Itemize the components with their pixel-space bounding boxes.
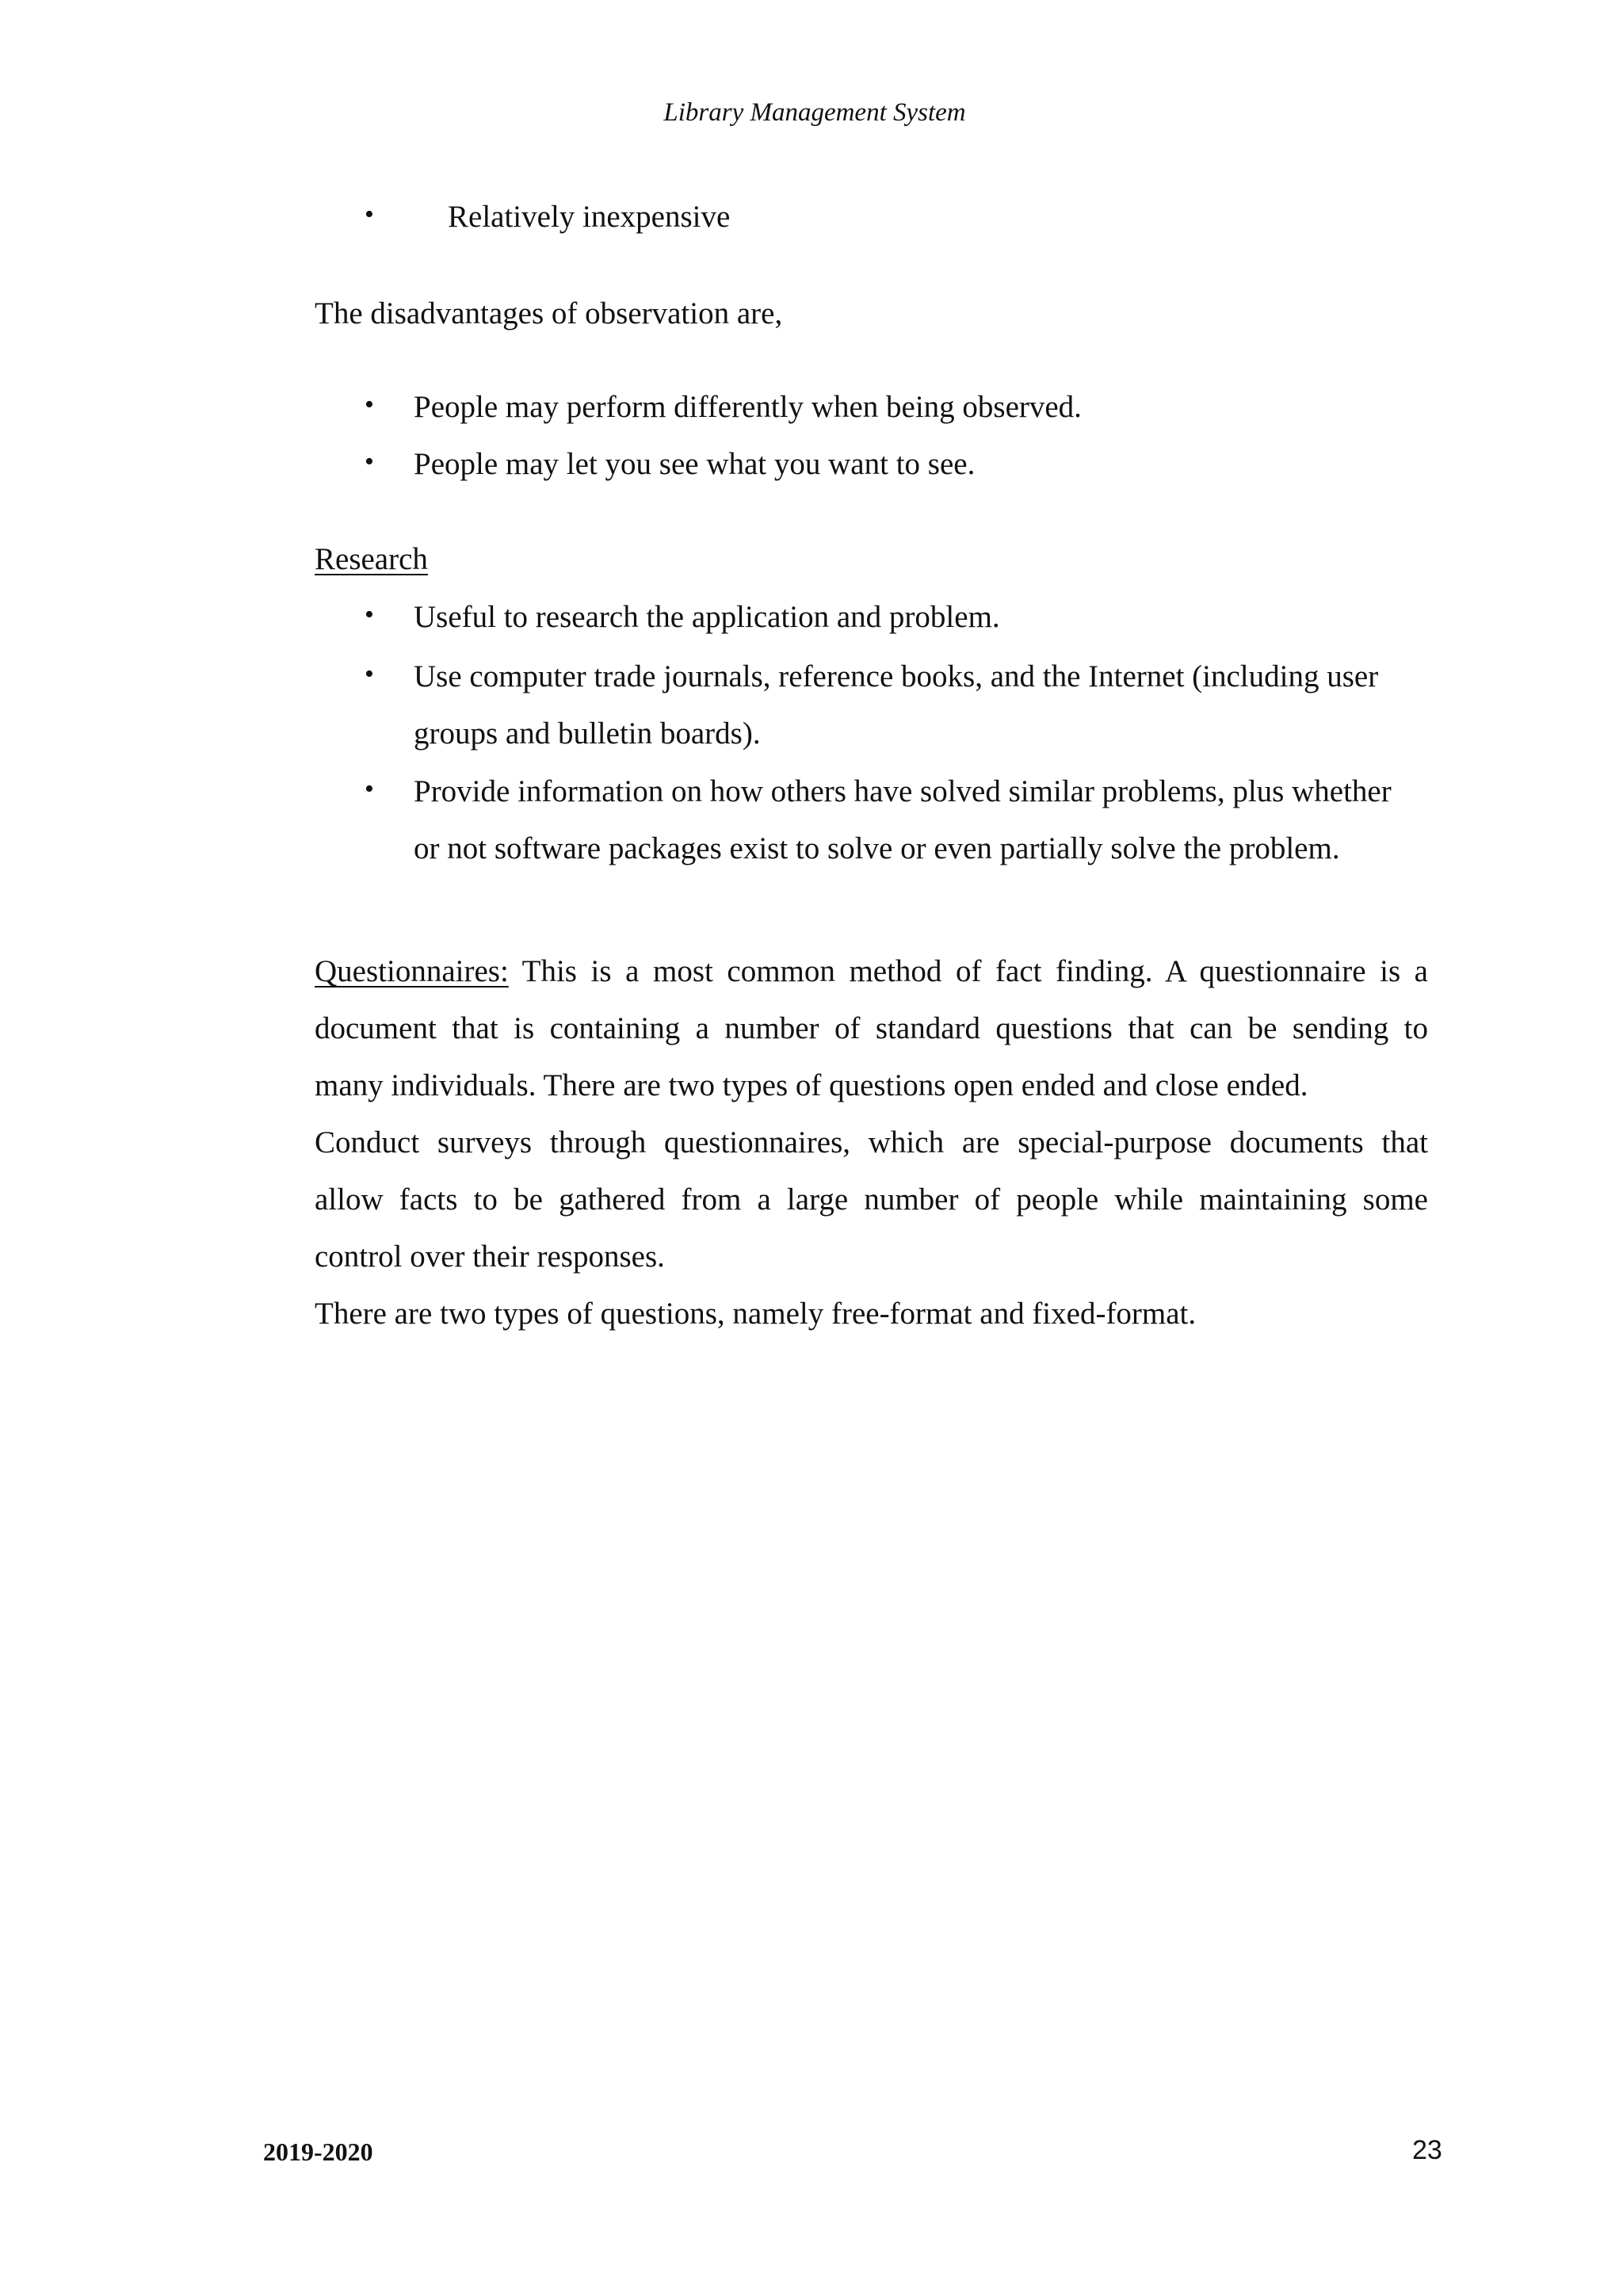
list-item-text: Relatively inexpensive bbox=[448, 200, 731, 234]
research-heading: Research bbox=[315, 542, 428, 576]
paragraph-line bbox=[315, 943, 1428, 1000]
bullet-icon: • bbox=[365, 774, 374, 804]
paragraph-line: control over their responses. bbox=[315, 1240, 665, 1274]
paragraph-text: This is a most common method of fact finding. A questionnaire is a bbox=[508, 954, 1428, 988]
bullet-icon: • bbox=[365, 600, 374, 629]
bullet-icon: • bbox=[365, 659, 374, 689]
list-item-text: Useful to research the application and problem. bbox=[414, 600, 1000, 634]
list-item-text: Use computer trade journals, reference books, and the Internet (including user bbox=[414, 659, 1379, 693]
questionnaires-heading: Questionnaires: bbox=[315, 954, 509, 988]
list-item-text-continued: or not software packages exist to solve or even partially solve the problem. bbox=[414, 831, 1340, 865]
paragraph-line: allow facts to be gathered from a large number of people while maintaining some bbox=[315, 1182, 1428, 1217]
footer-year: 2019-2020 bbox=[263, 2137, 373, 2166]
bullet-icon: • bbox=[365, 447, 374, 476]
questionnaires-paragraph bbox=[315, 943, 1428, 1343]
paragraph-line: There are two types of questions, namely free-format and fixed-format. bbox=[315, 1297, 1197, 1331]
list-item-text: People may let you see what you want to see. bbox=[414, 447, 976, 481]
list-item-text: Provide information on how others have solved similar problems, plus whether bbox=[414, 774, 1392, 808]
page-number: 23 bbox=[1412, 2135, 1442, 2165]
list-item-text-continued: groups and bulletin boards). bbox=[414, 716, 761, 751]
bullet-icon: • bbox=[365, 200, 374, 229]
paragraph-line: many individuals. There are two types of questions open ended and close ended. bbox=[315, 1068, 1308, 1102]
bullet-icon: • bbox=[365, 390, 374, 419]
disadvantages-intro: The disadvantages of observation are, bbox=[315, 296, 783, 330]
paragraph-line: Conduct surveys through questionnaires, which are special-purpose documents that bbox=[315, 1125, 1428, 1159]
list-item-text: People may perform differently when being observed. bbox=[414, 390, 1082, 424]
paragraph-line: document that is containing a number of standard questions that can be sending to bbox=[315, 1011, 1428, 1045]
running-header: Library Management System bbox=[663, 98, 966, 127]
